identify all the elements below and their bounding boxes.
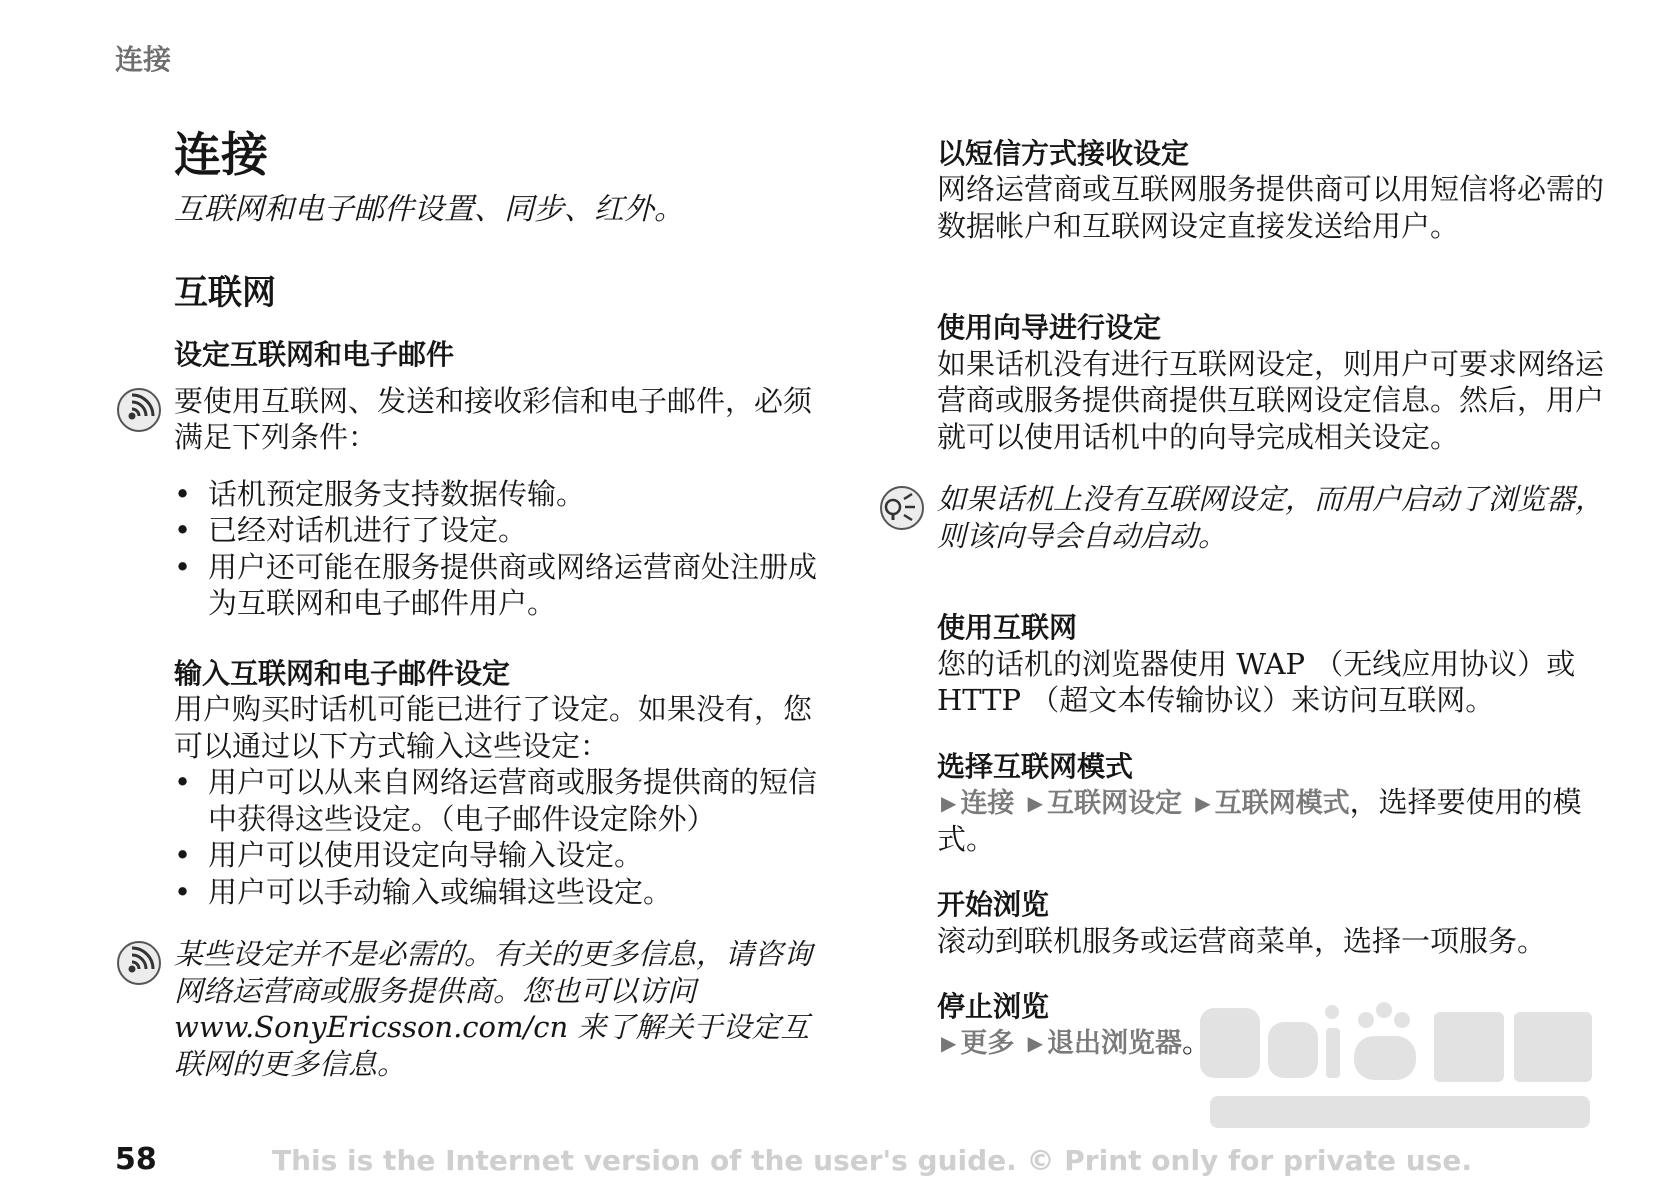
- use-body: 您的话机的浏览器使用 WAP （无线应用协议）或 HTTP （超文本传输协议）来访问互联网。: [937, 646, 1576, 718]
- stop-suffix: 。: [1182, 1025, 1212, 1060]
- triangle-arrow-icon: ▶: [1195, 790, 1211, 815]
- setup-intro: 要使用互联网、发送和接收彩信和电子邮件，必须满足下列条件：: [174, 383, 813, 455]
- chapter-title: 连接: [174, 128, 268, 183]
- sms-body: 网络运营商或互联网服务提供商可以用短信将必需的数据帐户和互联网设定直接发送给用户。: [937, 172, 1605, 243]
- list-item: • 用户还可能在服务提供商或网络运营商处注册成为互联网和电子邮件用户。: [174, 549, 834, 622]
- start-heading: 开始浏览: [937, 888, 1050, 922]
- tip-text: 如果话机上没有互联网设定，而用户启动了浏览器，则该向导会自动启动。: [937, 482, 1605, 553]
- stop-heading: 停止浏览: [937, 990, 1050, 1024]
- list-item: • 用户可以手动输入或编辑这些设定。: [174, 874, 834, 911]
- triangle-arrow-icon: ▶: [1027, 1031, 1043, 1056]
- right-column: [937, 136, 1617, 1061]
- setup-heading: 设定互联网和电子邮件: [174, 338, 455, 372]
- menu-path-item: 连接: [960, 787, 1015, 819]
- triangle-arrow-icon: ▶: [941, 1031, 957, 1056]
- enter-intro: 用户购买时话机可能已进行了设定。如果没有，您可以通过以下方式输入这些设定：: [174, 692, 813, 763]
- section-title: 互联网: [174, 272, 276, 313]
- settings-note: [174, 936, 834, 1082]
- stop-instruction: [937, 1024, 1617, 1061]
- menu-path-item: 更多: [960, 1028, 1015, 1060]
- wizard-body: 如果话机没有进行互联网设定，则用户可要求网络运营商或服务提供商提供互联网设定信息。然后，用户就可以使用话机中的向导完成相关设定。: [937, 346, 1605, 454]
- triangle-arrow-icon: ▶: [941, 790, 957, 815]
- list-item: • 用户可以使用设定向导输入设定。: [174, 837, 834, 874]
- list-item: • 用户可以从来自网络运营商或服务提供商的短信中获得这些设定。（电子邮件设定除外）: [174, 764, 834, 837]
- list-item: • 话机预定服务支持数据传输。: [174, 476, 834, 513]
- tip-icon: [879, 485, 925, 531]
- left-column: [174, 130, 834, 1083]
- triangle-arrow-icon: ▶: [1027, 790, 1043, 815]
- network-service-icon: [116, 387, 162, 433]
- enter-heading: 输入互联网和电子邮件设定: [174, 656, 511, 690]
- setup-note: [174, 383, 834, 456]
- enter-bullets: [174, 764, 834, 910]
- mode-heading: 选择互联网模式: [937, 749, 1134, 783]
- use-heading: 使用互联网: [937, 611, 1078, 645]
- list-item: • 已经对话机进行了设定。: [174, 512, 834, 549]
- setup-bullets: [174, 476, 834, 622]
- mode-instruction: [937, 784, 1617, 858]
- start-body: 滚动到联机服务或运营商菜单，选择一项服务。: [937, 923, 1547, 958]
- chapter-subtitle: 互联网和电子邮件设置、同步、红外。: [174, 191, 684, 227]
- network-service-icon: [116, 940, 162, 986]
- menu-path-item: 退出浏览器: [1047, 1028, 1182, 1060]
- wizard-heading: 使用向导进行设定: [937, 311, 1162, 345]
- sms-heading: 以短信方式接收设定: [937, 137, 1190, 170]
- page-number: 58: [115, 1142, 157, 1177]
- menu-path-item: 互联网模式: [1214, 787, 1350, 819]
- menu-path-item: 互联网设定: [1047, 787, 1182, 819]
- tip-note: [937, 481, 1617, 554]
- mode-suffix: ，选择要使用的模式。: [937, 784, 1582, 856]
- footer-note: This is the Internet version of the user's guide. © Print only for private use.: [272, 1144, 1472, 1177]
- running-head: 连接: [115, 43, 172, 76]
- settings-note-text: 某些设定并不是必需的。有关的更多信息，请咨询网络运营商或服务提供商。您也可以访问 www.SonyEricsson.com/cn 来了解关于设定互联网的更多信息。: [174, 937, 813, 1081]
